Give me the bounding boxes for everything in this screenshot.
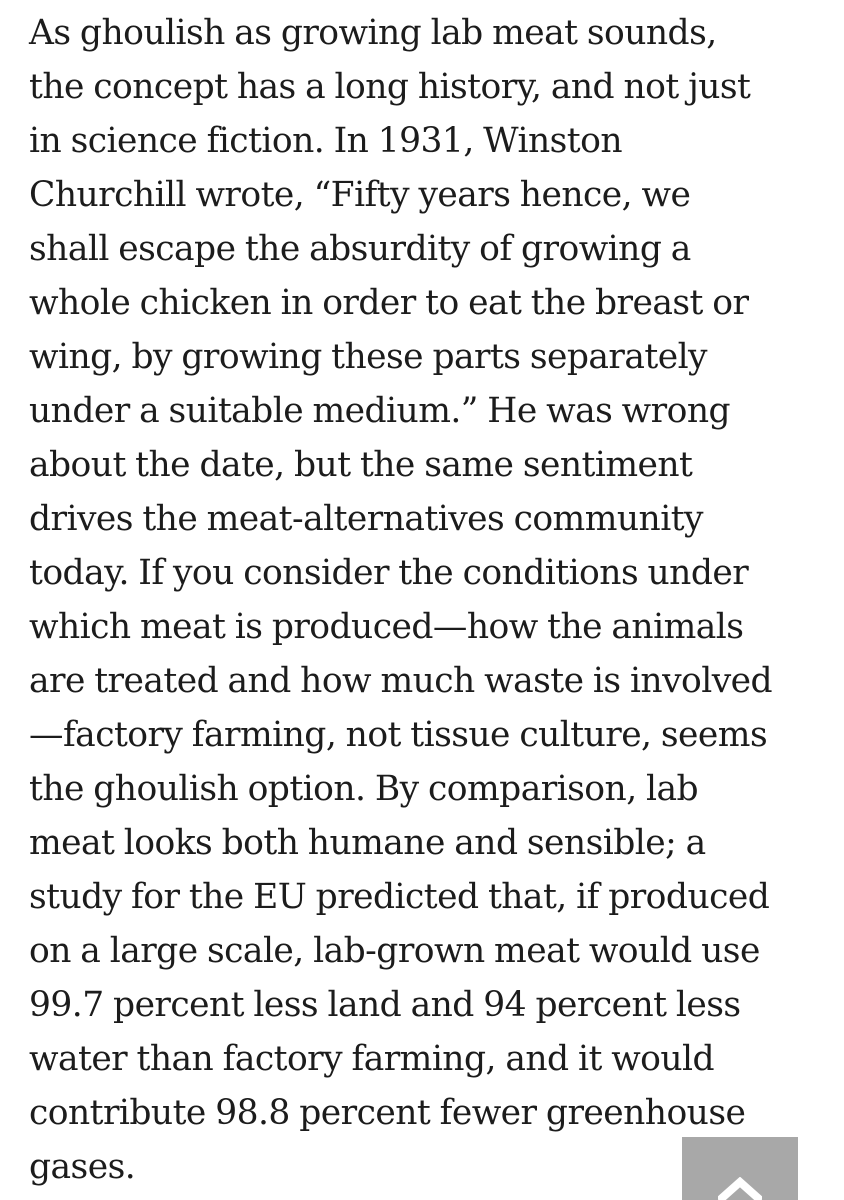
text-line: —factory farming, not tissue culture, seems [29,715,768,755]
chevron-up-icon [718,1177,762,1200]
text-line: the concept has a long history, and not just [29,67,751,107]
text-line: wing, by growing these parts separately [29,337,707,377]
text-line: As ghoulish as growing lab meat sounds, [29,13,717,53]
text-line: which meat is produced—how the animals [29,607,744,647]
text-line: gases. [29,1147,136,1187]
text-line: contribute 98.8 percent fewer greenhouse [29,1093,746,1133]
text-line: water than factory farming, and it would [29,1039,715,1079]
article-body [29,6,829,1194]
text-line: under a suitable medium.” He was wrong [29,391,731,431]
text-line: meat looks both humane and sensible; a [29,823,706,863]
text-line: Churchill wrote, “Fifty years hence, we [29,175,691,215]
text-line: about the date, but the same sentiment [29,445,693,485]
text-line: drives the meat-alternatives community [29,499,703,539]
text-line: 99.7 percent less land and 94 percent less [29,985,741,1025]
text-line: the ghoulish option. By comparison, lab [29,769,699,809]
text-line: on a large scale, lab-grown meat would use [29,931,760,971]
text-line: study for the EU predicted that, if produced [29,877,770,917]
text-line: today. If you consider the conditions under [29,553,749,593]
scroll-to-top-button[interactable] [682,1137,798,1200]
text-line: in science fiction. In 1931, Winston [29,121,622,161]
text-line: whole chicken in order to eat the breast or [29,283,749,323]
text-line: are treated and how much waste is involved [29,661,773,701]
text-line: shall escape the absurdity of growing a [29,229,691,269]
